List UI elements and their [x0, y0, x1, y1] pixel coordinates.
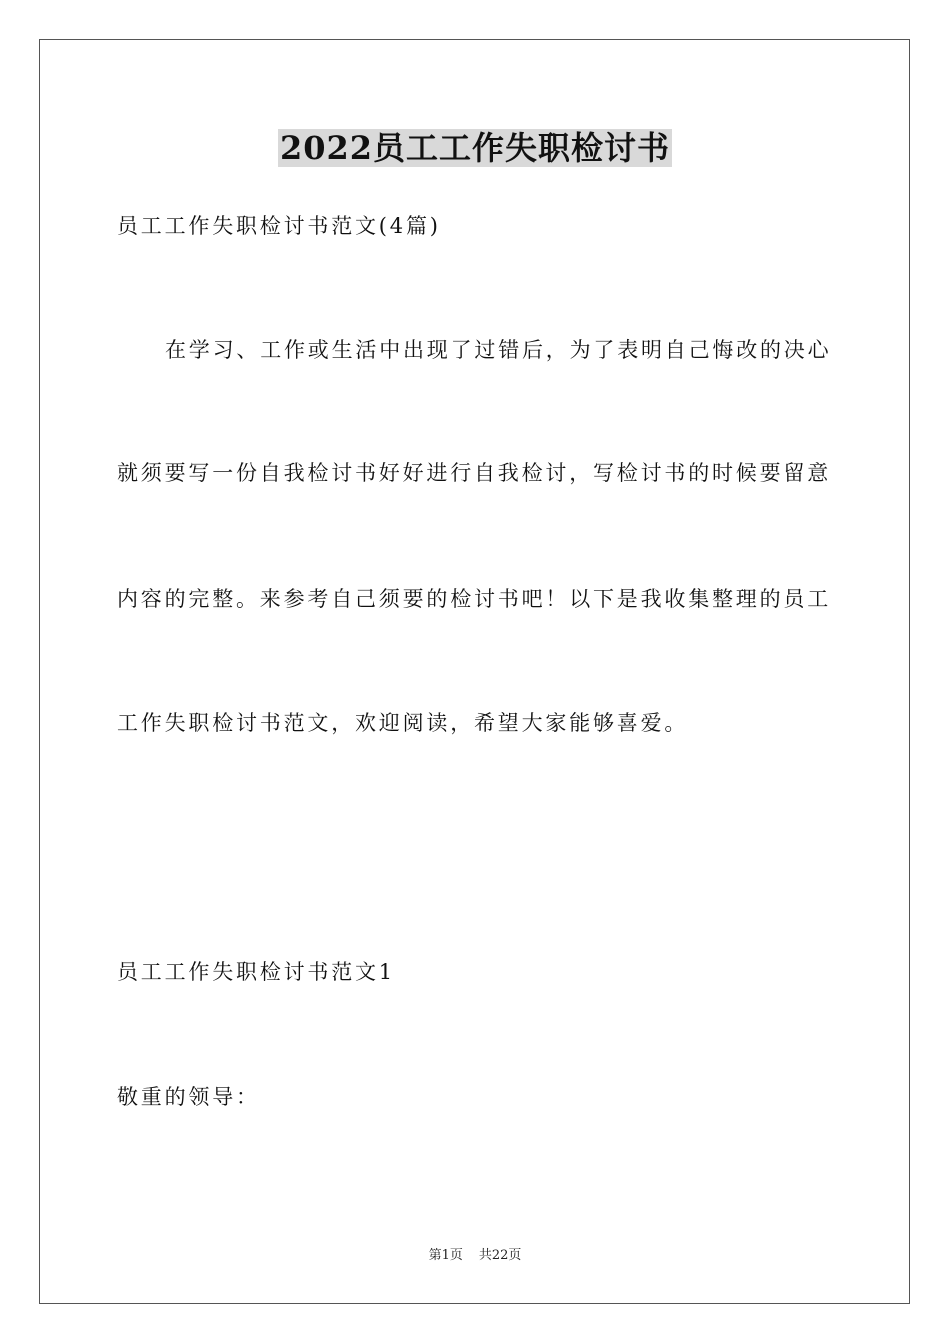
document-subtitle: 员工工作失职检讨书范文(4篇): [117, 214, 441, 238]
page-number-total: 共22页: [478, 1248, 522, 1263]
page-footer: [0, 1247, 950, 1265]
salutation: 敬重的领导：: [117, 1085, 260, 1109]
intro-line-1: 在学习、工作或生活中出现了过错后，为了表明自己悔改的决心: [165, 338, 832, 362]
page-number-current: 第1页: [428, 1248, 463, 1263]
section-heading: 员工工作失职检讨书范文1: [117, 960, 395, 984]
document-title-text: 2022员工工作失职检讨书: [279, 129, 671, 167]
intro-line-3: 内容的完整。来参考自己须要的检讨书吧！以下是我收集整理的员工: [117, 587, 831, 611]
intro-line-4: 工作失职检讨书范文，欢迎阅读，希望大家能够喜爱。: [117, 711, 689, 735]
intro-line-2: 就须要写一份自我检讨书好好进行自我检讨，写检讨书的时候要留意: [117, 461, 831, 485]
document-title: [0, 126, 950, 170]
